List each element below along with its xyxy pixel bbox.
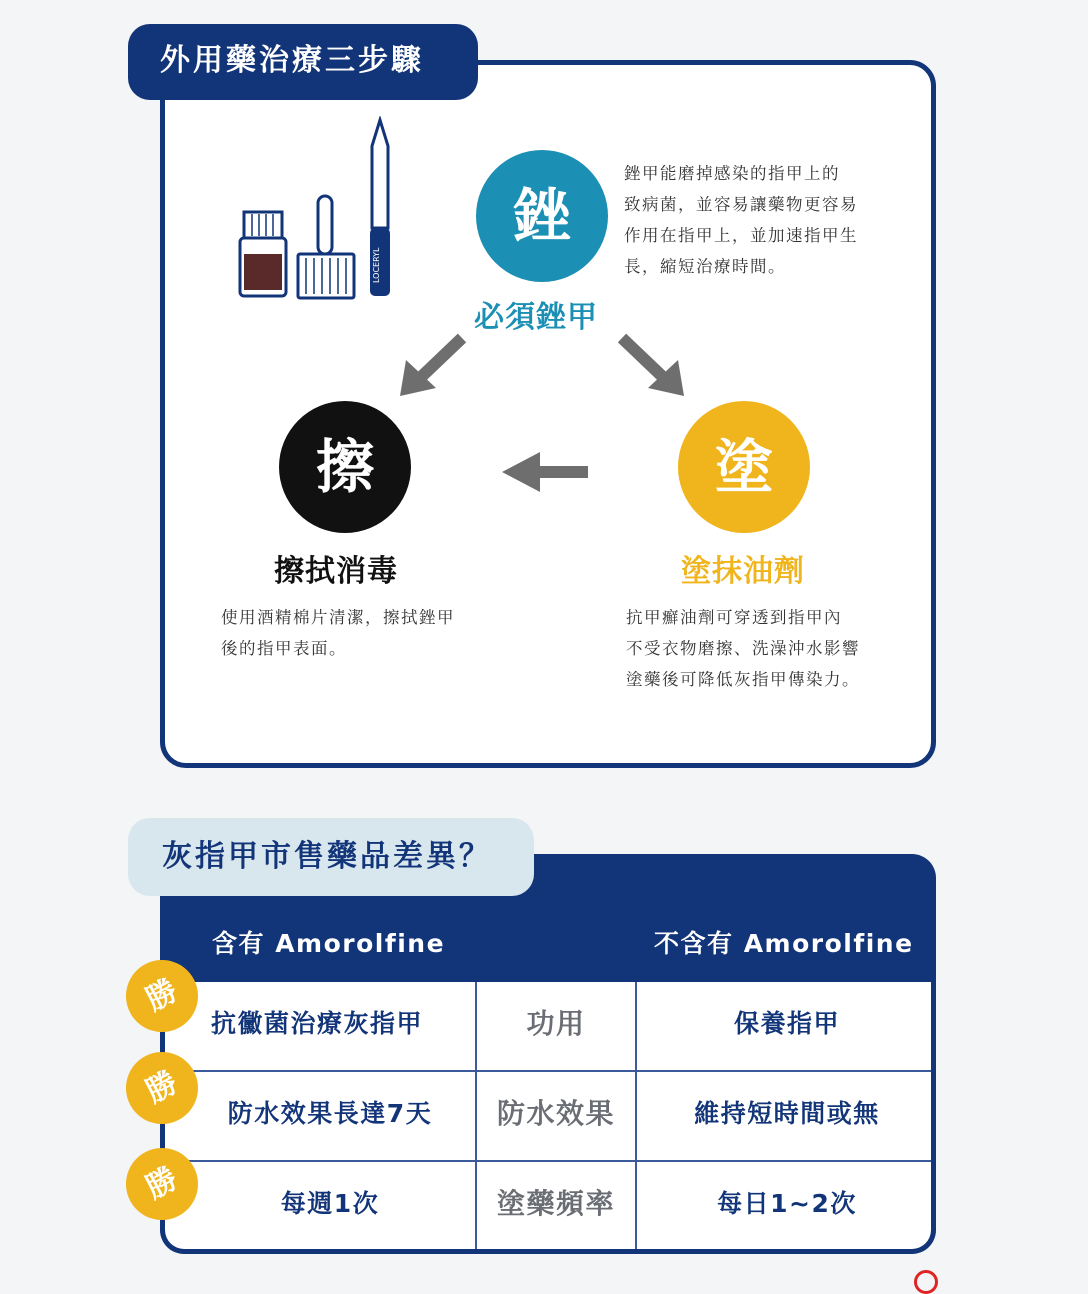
header-with-amorolfine: 含有 Amorolfine <box>212 929 446 958</box>
without-amorolfine-cell: 維持短時間或無 <box>694 1099 880 1128</box>
with-amorolfine-cell: 每週1次 <box>280 1189 380 1218</box>
apply-step-icon: 塗 <box>678 401 810 533</box>
arrow-down-left-icon <box>396 330 476 400</box>
table-row <box>165 982 936 1072</box>
arrow-left-icon <box>500 448 590 498</box>
win-badge: 勝 <box>113 947 210 1044</box>
with-amorolfine-cell: 防水效果長達7天 <box>227 1099 433 1128</box>
file-step-icon: 銼 <box>476 150 608 282</box>
win-badge: 勝 <box>113 1039 210 1136</box>
section1-title: 外用藥治療三步驟 <box>128 24 478 100</box>
table-row <box>165 1070 936 1162</box>
bottle-icon <box>240 212 286 296</box>
decorative-circle-icon <box>914 1270 938 1294</box>
without-amorolfine-cell: 保養指甲 <box>733 1009 840 1038</box>
wipe-step-description: 使用酒精棉片清潔，擦拭銼甲 後的指甲表面。 <box>221 608 455 658</box>
criteria-cell: 功用 <box>475 982 637 1082</box>
wipe-step-icon: 擦 <box>279 401 411 533</box>
criteria-cell: 防水效果 <box>475 1072 637 1172</box>
criteria-cell: 塗藥頻率 <box>475 1162 637 1254</box>
product-label: LOCERYL <box>372 247 381 283</box>
apply-step-description: 抗甲癬油劑可穿透到指甲內 不受衣物磨擦、洗澡沖水影響 塗藥後可降低灰指甲傳染力。 <box>626 608 860 689</box>
wipe-step-label: 擦拭消毒 <box>274 554 398 589</box>
arrow-down-right-icon <box>612 330 692 400</box>
table-row <box>165 1160 936 1252</box>
section2-title: 灰指甲市售藥品差異？ <box>128 818 534 896</box>
spatula-icon <box>298 196 354 298</box>
without-amorolfine-cell: 每日1~2次 <box>717 1189 857 1218</box>
file-step-description: 銼甲能磨掉感染的指甲上的 致病菌，並容易讓藥物更容易 作用在指甲上，並加速指甲生 長，縮短治療時間。 <box>624 164 858 276</box>
win-badge: 勝 <box>113 1135 210 1232</box>
with-amorolfine-cell: 抗黴菌治療灰指甲 <box>211 1009 424 1038</box>
comparison-table <box>160 982 936 1254</box>
header-without-amorolfine: 不含有 Amorolfine <box>654 929 914 958</box>
file-step-label: 必須銼甲 <box>474 300 598 335</box>
apply-step-label: 塗抹油劑 <box>681 554 805 589</box>
